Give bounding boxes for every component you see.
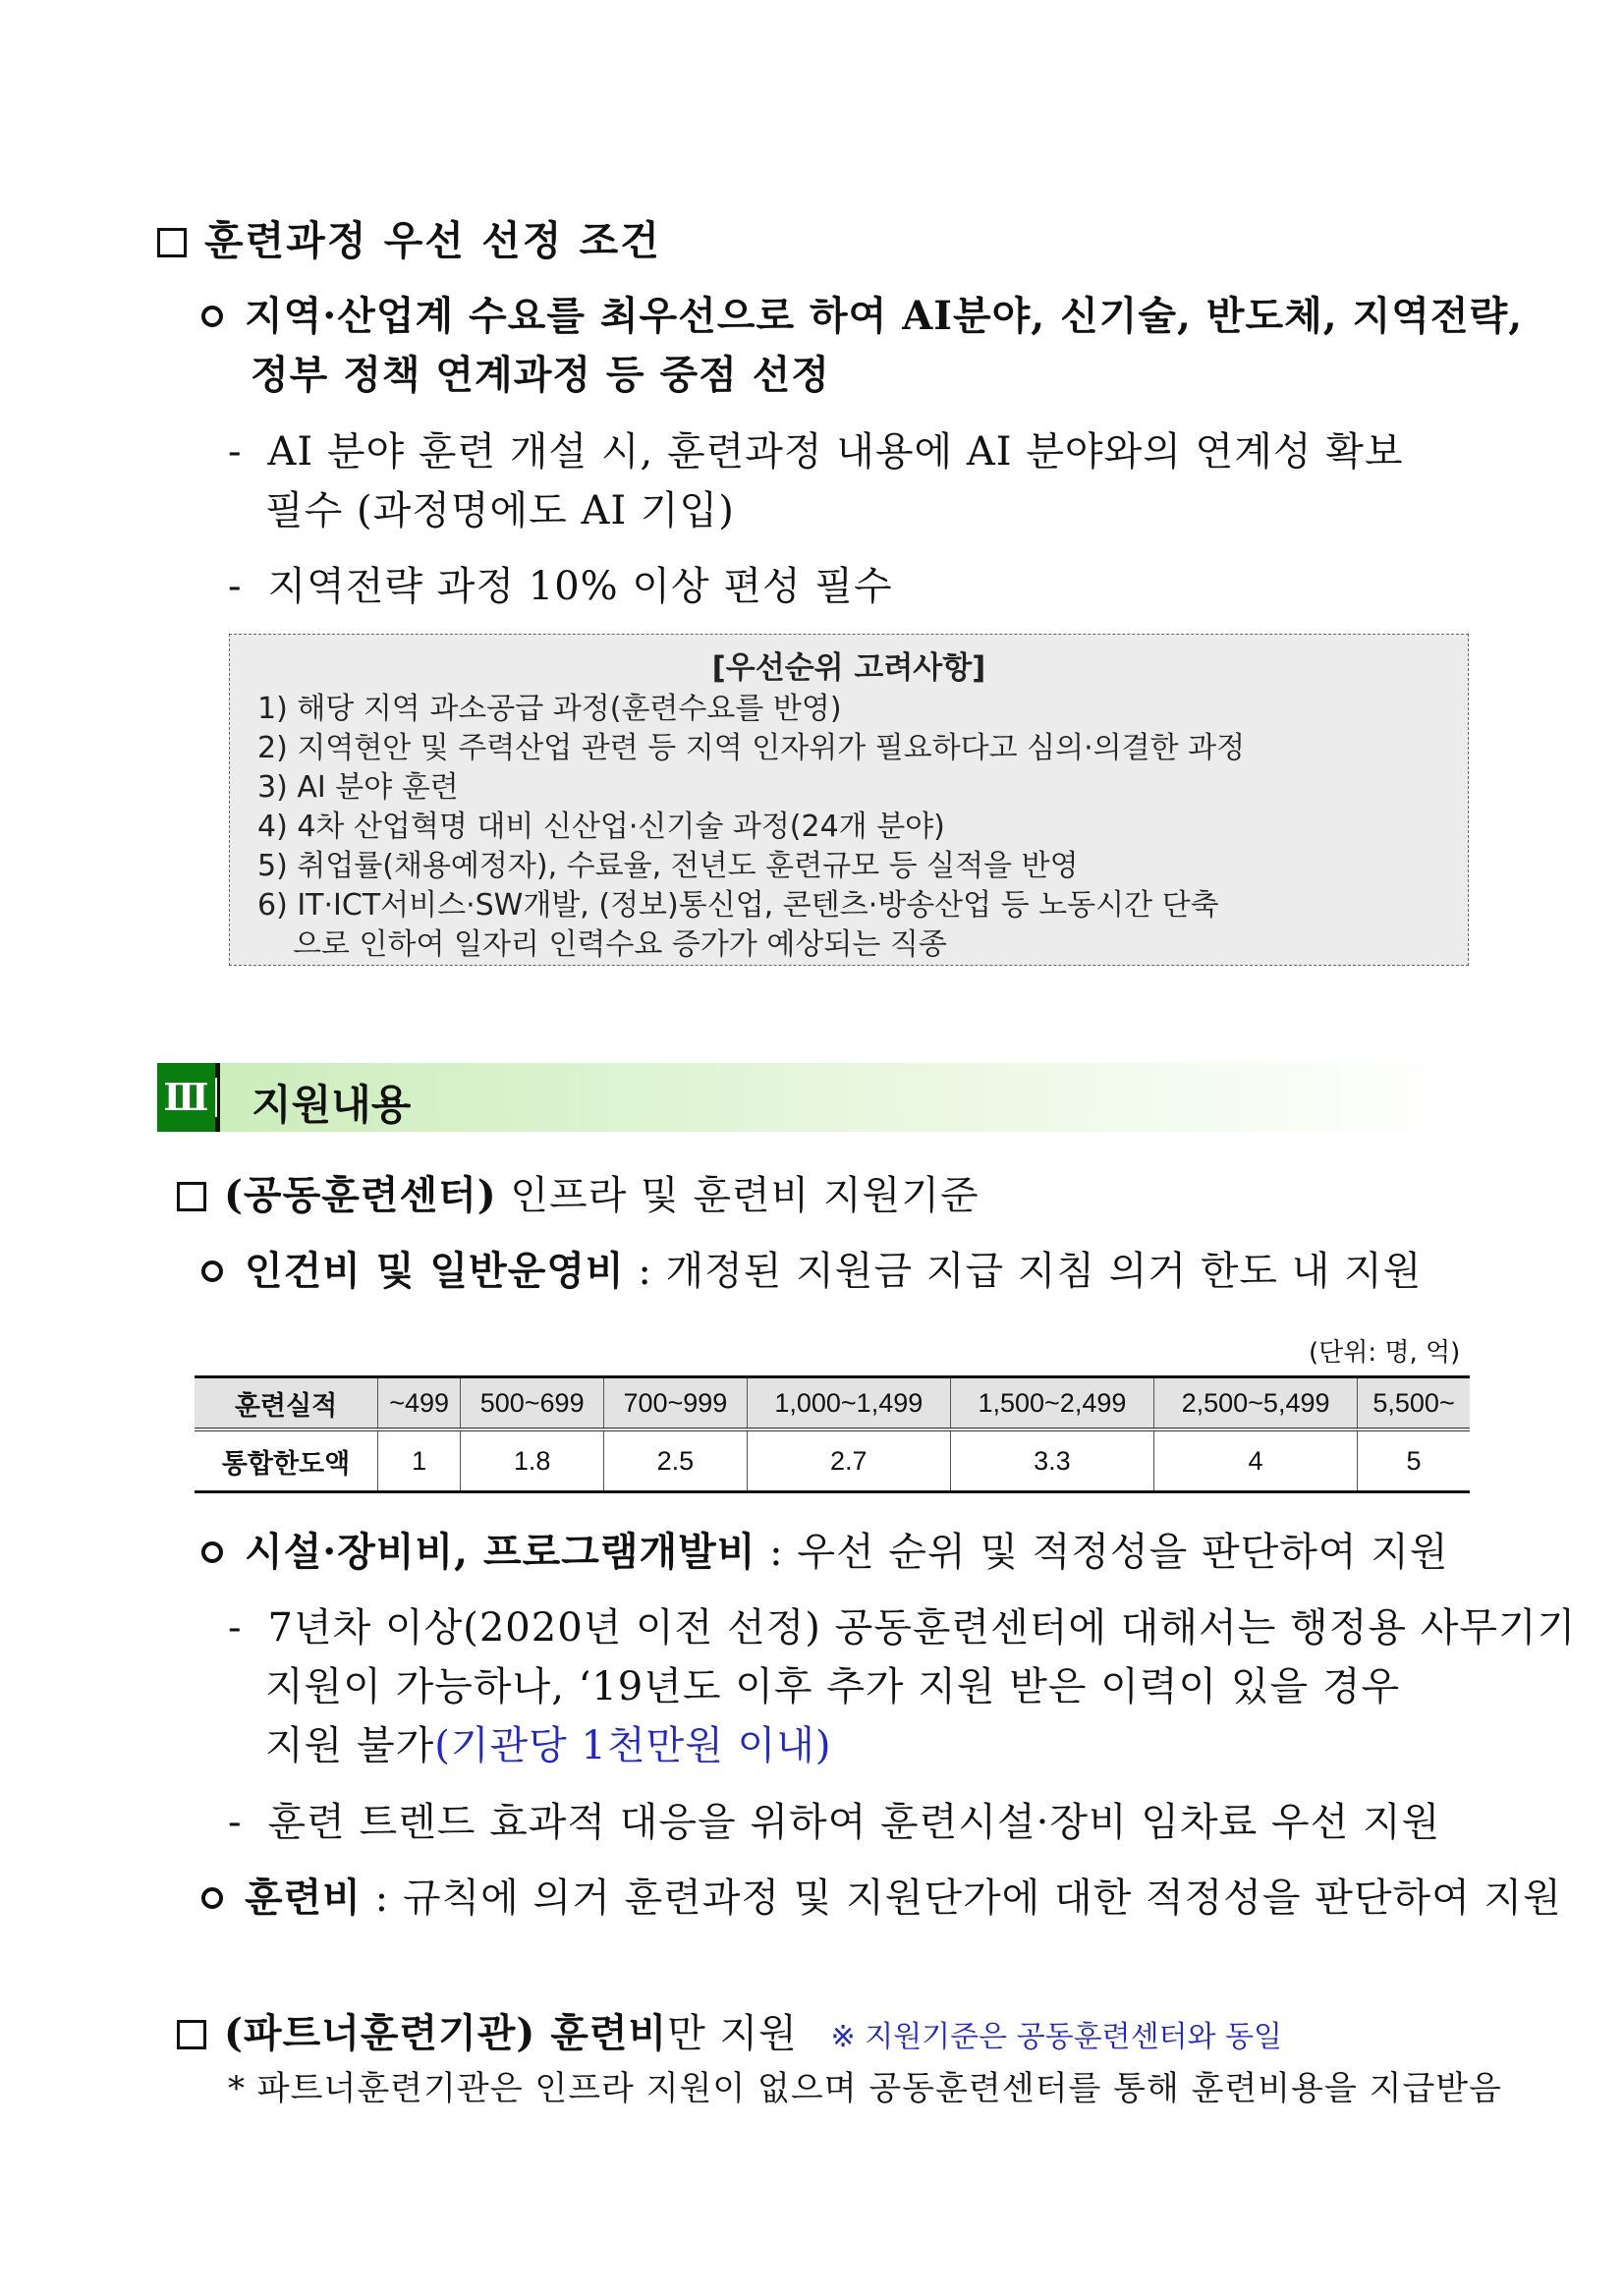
table-cell: 2.5 bbox=[604, 1429, 748, 1492]
rental-support-line: - 훈련 트렌드 효과적 대응을 위하여 훈련시설·장비 임차료 우선 지원 bbox=[228, 1800, 1441, 1845]
table-row bbox=[195, 1429, 1470, 1492]
priority-item: 5) 취업률(채용예정자), 수료율, 전년도 훈련규모 등 실적을 반영 bbox=[257, 849, 1079, 883]
priority-item: 1) 해당 지역 과소공급 과정(훈련수요를 반영) bbox=[257, 692, 842, 726]
ai-requirement-line2: 필수 (과정명에도 AI 기입) bbox=[265, 488, 735, 533]
circle-bullet-icon bbox=[201, 1541, 223, 1563]
table-header-cell: 700~999 bbox=[604, 1377, 748, 1430]
table-header-cell: 500~699 bbox=[461, 1377, 604, 1430]
priority-item: 6) IT·ICT서비스·SW개발, (정보)통신업, 콘텐츠·방송산업 등 노동시간 단축 bbox=[257, 888, 1219, 923]
partner-heading: (파트너훈련기관) 훈련비만 지원 ※ 지원기준은 공동훈련센터와 동일 bbox=[177, 2002, 1282, 2058]
table-header-cell: 1,000~1,499 bbox=[747, 1377, 950, 1430]
table-header-cell: 5,500~ bbox=[1358, 1377, 1470, 1430]
dash-marker: - bbox=[228, 429, 243, 475]
table-cell: 통합한도액 bbox=[195, 1429, 378, 1492]
checkbox-square-icon bbox=[177, 1182, 206, 1211]
section-title: 지원내용 bbox=[252, 1081, 412, 1129]
section-header bbox=[157, 1063, 1454, 1132]
priority-box-title: [우선순위 고려사항] bbox=[711, 650, 986, 686]
circle-bullet-icon bbox=[201, 306, 223, 327]
office-equipment-line3: 지원 불가(기관당 1천만원 이내) bbox=[265, 1723, 832, 1768]
table-header-cell: ~499 bbox=[378, 1377, 461, 1430]
table-cell: 4 bbox=[1153, 1429, 1357, 1492]
table-cell: 5 bbox=[1358, 1429, 1470, 1492]
checkbox-square-icon bbox=[157, 228, 187, 257]
section-number: Ⅲ bbox=[157, 1063, 220, 1132]
priority-item: 2) 지역현안 및 주력산업 관련 등 지역 인자위가 필요하다고 심의·의결한 과정 bbox=[257, 731, 1246, 765]
ai-requirement-line1: - AI 분야 훈련 개설 시, 훈련과정 내용에 AI 분야와의 연계성 확보 bbox=[228, 429, 1404, 475]
table-cell: 1.8 bbox=[461, 1429, 604, 1492]
table-header-cell: 2,500~5,499 bbox=[1153, 1377, 1357, 1430]
office-equipment-line1: - 7년차 이상(2020년 이전 선정) 공동훈련센터에 대해서는 행정용 사무기기 bbox=[228, 1605, 1577, 1651]
table-cell: 3.3 bbox=[950, 1429, 1153, 1492]
unit-note: (단위: 명, 억) bbox=[1309, 1338, 1461, 1368]
regional-strategy-requirement: - 지역전략 과정 10% 이상 편성 필수 bbox=[228, 564, 893, 609]
priority-bullet-line2: 정부 정책 연계과정 등 중점 선정 bbox=[251, 352, 830, 398]
equipment-limit-note: (기관당 1천만원 이내) bbox=[434, 1723, 832, 1768]
dash-marker: - bbox=[228, 1605, 243, 1651]
joint-center-heading: (공동훈련센터) 인프라 및 훈련비 지원기준 bbox=[177, 1164, 980, 1220]
dash-marker: - bbox=[228, 564, 243, 609]
circle-bullet-icon bbox=[201, 1260, 223, 1282]
priority-bullet-line1: 지역·산업계 수요를 최우선으로 하여 AI분야, 신기술, 반도체, 지역전략, bbox=[201, 285, 1523, 341]
dash-marker: - bbox=[228, 1800, 243, 1845]
office-equipment-line2: 지원이 가능하나, ‘19년도 이후 추가 지원 받은 이력이 있을 경우 bbox=[265, 1664, 1401, 1709]
table-header-cell: 1,500~2,499 bbox=[950, 1377, 1153, 1430]
labor-cost-bullet: 인건비 및 일반운영비 : 개정된 지원금 지급 지침 의거 한도 내 지원 bbox=[201, 1240, 1422, 1296]
facility-cost-bullet: 시설·장비비, 프로그램개발비 : 우선 순위 및 적정성을 판단하여 지원 bbox=[201, 1521, 1449, 1577]
priority-conditions-heading: 훈련과정 우선 선정 조건 bbox=[157, 208, 661, 266]
partner-footnote: * 파트너훈련기관은 인프라 지원이 없으며 공동훈련센터를 통해 훈련비용을 지급받음 bbox=[228, 2069, 1502, 2108]
checkbox-square-icon bbox=[177, 2020, 206, 2049]
table-header-cell: 훈련실적 bbox=[195, 1377, 378, 1430]
table-cell: 2.7 bbox=[747, 1429, 950, 1492]
priority-item: 4) 4차 산업혁명 대비 신산업·신기술 과정(24개 분야) bbox=[257, 810, 945, 844]
table-header-row bbox=[195, 1377, 1470, 1430]
training-cost-bullet: 훈련비 : 규칙에 의거 훈련과정 및 지원단가에 대한 적정성을 판단하여 지원 bbox=[201, 1867, 1562, 1923]
support-limit-table bbox=[195, 1375, 1470, 1493]
priority-considerations-box bbox=[229, 634, 1469, 966]
partner-blue-note: ※ 지원기준은 공동훈련센터와 동일 bbox=[830, 2020, 1283, 2054]
priority-item-continuation: 으로 인하여 일자리 인력수요 증가가 예상되는 직종 bbox=[293, 927, 947, 962]
table-cell: 1 bbox=[378, 1429, 461, 1492]
circle-bullet-icon bbox=[201, 1887, 223, 1909]
priority-item: 3) AI 분야 훈련 bbox=[257, 770, 459, 805]
